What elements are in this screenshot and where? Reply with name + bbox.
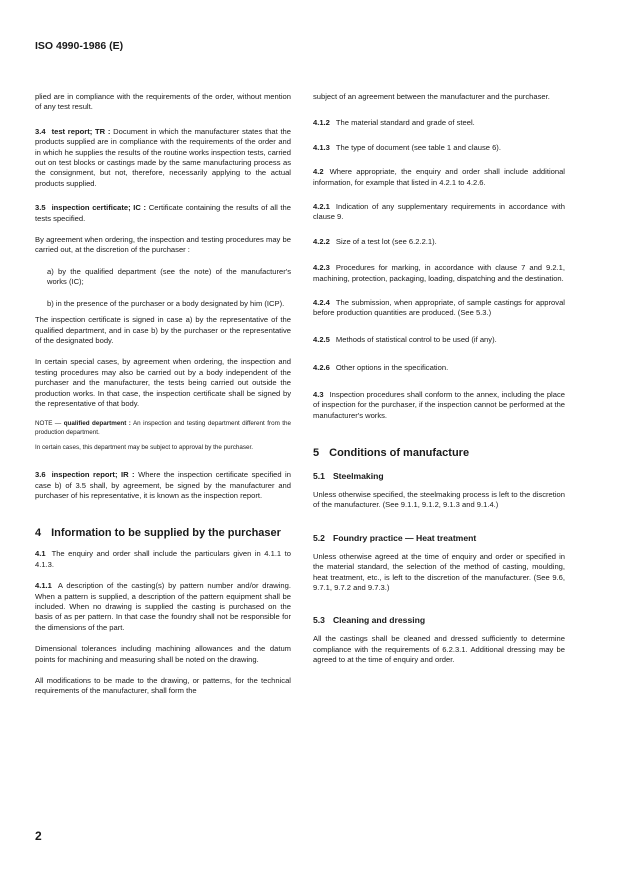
clause-text: The enquiry and order shall include the particulars given in 4.1.1 to 4.1.3. — [35, 549, 291, 569]
clause-4-1-1 — [35, 581, 291, 633]
clause-number: 4.2.3 — [313, 263, 330, 273]
clause-number: 4.3 — [313, 389, 324, 399]
note-qualified-department — [35, 420, 291, 437]
subsection-number: 5.1 — [313, 470, 325, 481]
clause-4-3 — [313, 390, 565, 421]
section-number: 4 — [35, 527, 42, 540]
note-text: An inspection and testing department different from the production department. — [35, 420, 292, 436]
paragraph-modifications: All modifications to be made to the drawing, or patterns, for the technical requirements of the manufacturer, shall form the — [35, 676, 291, 696]
clause-5-2-text: Unless otherwise agreed at the time of enquiry and order or specified in the material standard, the selection of the method of casting, moulding, heat treatment, etc., is left to the discretion of the manufacturer. (See 9.6, 9.7.1, 9.7.2 and 9.7.3.) — [313, 551, 565, 592]
clause-text: Certificate containing the results of all the tests specified. — [35, 203, 291, 223]
clause-3-5 — [35, 203, 291, 224]
clause-4-1-3 — [313, 143, 565, 153]
section-title: Information to be supplied by the purchaser — [51, 527, 281, 540]
clause-number: 4.1.2 — [313, 118, 330, 128]
clause-3-4 — [35, 127, 291, 189]
subsection-5-1-heading — [313, 471, 565, 481]
clause-text: A description of the casting(s) by pattern number and/or drawing. When a pattern is supplied, a description of the pattern equipment shall be included. When no drawing is supplied the casting is purchased on the basis of as per pattern. In that case the foundry shall not be responsible for the dimensions of the part. — [35, 581, 291, 632]
clause-text: Indication of any supplementary requirements in accordance with clause 9. — [313, 202, 565, 222]
clause-4-2 — [313, 167, 565, 188]
clause-4-2-6 — [313, 363, 565, 373]
subsection-title: Steelmaking — [332, 470, 384, 481]
clause-number: 4.2.4 — [313, 298, 330, 308]
clause-text: The type of document (see table 1 and clause 6). — [335, 142, 501, 152]
section-number: 5 — [313, 446, 320, 459]
paragraph-dimensional-tolerances: Dimensional tolerances including machining allowances and the datum points for machining and measuring shall be noted on the drawing. — [35, 644, 291, 664]
paragraph-special-cases: In certain special cases, by agreement when ordering, the inspection and testing procedures may also be carried out by a body independent of the purchaser and the manufacturer, the tests being carried out outside the production works. In that case, the inspection certificate shall be signed by the representative of that body. — [35, 357, 291, 408]
section-title: Conditions of manufacture — [329, 446, 470, 459]
list-item-a: a) by the qualified department (see the note) of the manufacturer's works (IC); — [47, 266, 291, 287]
clause-number: 3.4 — [35, 126, 46, 136]
clause-text: The material standard and grade of steel. — [335, 118, 475, 128]
clause-4-1-2 — [313, 118, 565, 128]
subsection-5-2-heading — [313, 533, 565, 543]
clause-number: 4.2.5 — [313, 334, 330, 344]
continued-paragraph: subject of an agreement between the manufacturer and the purchaser. — [313, 92, 550, 101]
subsection-number: 5.2 — [313, 532, 325, 543]
clause-5-3-text: All the castings shall be cleaned and dressed sufficiently to determine compliance with the requirements of 6.2.3.1. Additional dressing may be agreed to at the time of enquiry and order. — [313, 634, 565, 665]
note-label: NOTE — — [35, 420, 62, 428]
continued-paragraph: plied are in compliance with the requirements of the order, without mention of any test result. — [35, 92, 291, 112]
clause-number: 4.2 — [313, 167, 324, 177]
clause-5-1-text: Unless otherwise specified, the steelmaking process is left to the discretion of the manufacturer. (See 9.1.1, 9.1.2, 9.1.3 and 9.1.4.) — [313, 489, 565, 510]
clause-text: Where the inspection certificate specified in case b) of 3.5 shall, by agreement, be signed by the manufacturer and purchaser of his representative, it is known as the inspection report. — [35, 470, 291, 500]
clause-number: 3.5 — [35, 203, 46, 213]
section-4-heading — [35, 527, 291, 539]
note-term: qualified department : — [63, 420, 131, 428]
clause-text: Where appropriate, the enquiry and order shall include additional information, for example that listed in 4.2.1 to 4.2.6. — [313, 167, 565, 187]
term: inspection report; IR : — [51, 470, 135, 480]
clause-4-1 — [35, 549, 291, 570]
term: inspection certificate; IC : — [51, 203, 147, 213]
note-approval: In certain cases, this department may be subject to approval by the purchaser. — [35, 443, 254, 451]
right-column — [313, 92, 565, 677]
clause-4-2-4 — [313, 298, 565, 319]
clause-4-2-1 — [313, 202, 565, 223]
subsection-title: Foundry practice — Heat treatment — [332, 532, 477, 543]
document-header: ISO 4990-1986 (E) — [35, 40, 124, 52]
clause-number: 3.6 — [35, 470, 46, 480]
clause-text: Inspection procedures shall conform to the annex, including the place of inspection for the purchaser, if the inspection cannot be performed at the manufacturer's works. — [313, 389, 566, 420]
term: test report; TR : — [51, 126, 111, 136]
list-item-b: b) in the presence of the purchaser or a body designated by him (ICP). — [47, 298, 285, 308]
paragraph-certificate: The inspection certificate is signed in case a) by the representative of the qualified department, and in case b) by the purchaser or the representative of the designated body. — [35, 315, 291, 345]
clause-text: Methods of statistical control to be used (if any). — [335, 334, 497, 344]
clause-number: 4.1.1 — [35, 581, 52, 591]
clause-text: Procedures for marking, in accordance with clause 7 and 9.2.1, machining, protection, packaging, loading, dispatching and the destination. — [313, 263, 565, 283]
clause-4-2-2 — [313, 237, 565, 247]
clause-number: 4.2.1 — [313, 202, 330, 212]
clause-text: Other options in the specification. — [335, 363, 449, 373]
clause-number: 4.2.6 — [313, 363, 330, 373]
clause-3-6 — [35, 470, 291, 501]
clause-number: 4.1.3 — [313, 142, 330, 152]
clause-text: Document in which the manufacturer states that the products supplied are in compliance with the requirements of the order and in which he supplies the results of the routine works inspection tests, carried out on test blocks or castings made by the same manufacturing process as the consignment, but not, therefore, necessarily applying to the actual products supplied. — [35, 126, 291, 188]
subsection-5-3-heading — [313, 615, 565, 625]
paragraph-agreement: By agreement when ordering, the inspection and testing procedures may be carried out, at the discretion of the purchaser : — [35, 235, 291, 255]
page-number: 2 — [35, 829, 42, 843]
clause-number: 4.1 — [35, 549, 46, 559]
subsection-number: 5.3 — [313, 615, 325, 626]
left-column — [35, 92, 291, 708]
clause-4-2-5 — [313, 335, 565, 345]
clause-number: 4.2.2 — [313, 236, 330, 246]
section-5-heading — [313, 447, 565, 459]
subsection-title: Cleaning and dressing — [332, 615, 426, 626]
clause-text: Size of a test lot (see 6.2.2.1). — [335, 236, 437, 246]
clause-text: The submission, when appropriate, of sample castings for approval before production quantities are produced. (See 5.3.) — [313, 298, 565, 318]
clause-4-2-3 — [313, 263, 565, 284]
